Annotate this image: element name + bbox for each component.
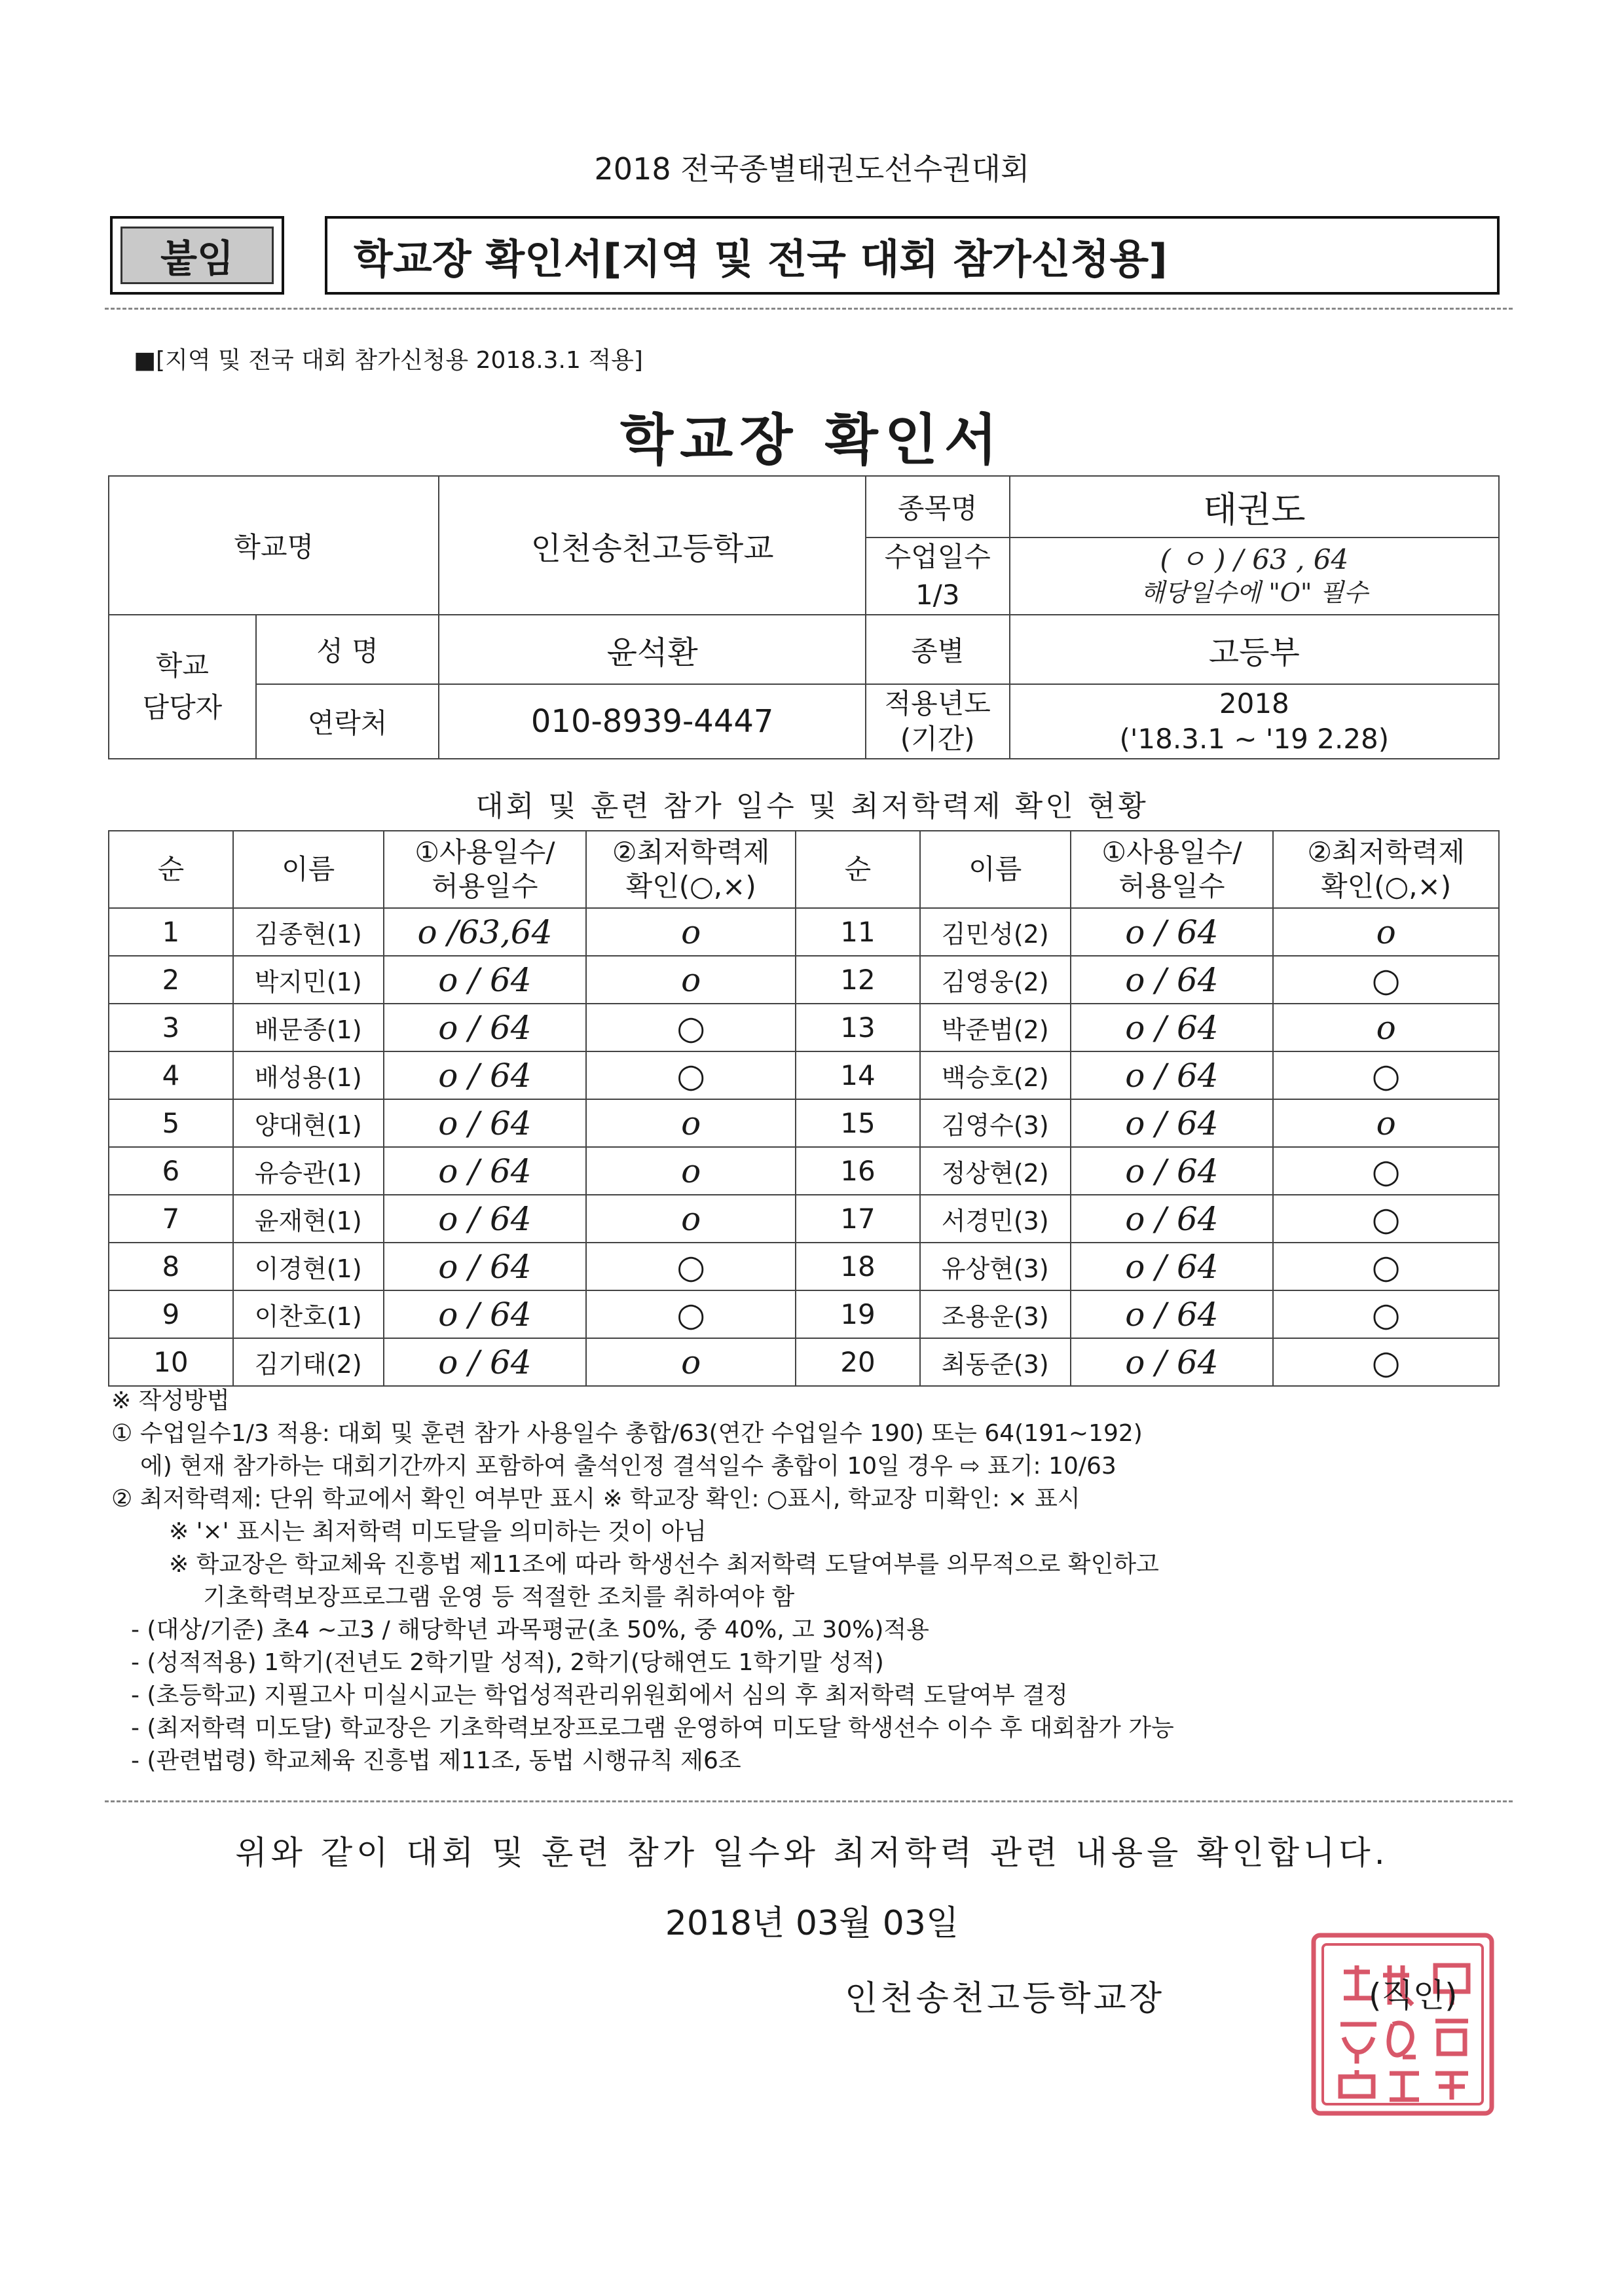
row-no: 7	[109, 1195, 233, 1243]
instruction-line: ※ '×' 표시는 최저학력 미도달을 의미하는 것이 아님	[169, 1518, 707, 1545]
student-name: 김영웅(2)	[920, 956, 1071, 1004]
school-label: 학교명	[109, 476, 439, 615]
header-check-line1: ②최저학력제	[612, 835, 770, 868]
header-usage-right	[1071, 831, 1274, 908]
period-value: ('18.3.1 ~ '19 2.28)	[1119, 723, 1390, 755]
header-check-right	[1273, 831, 1499, 908]
year-label-line1: 적용년도	[884, 687, 991, 720]
division-value: 고등부	[1010, 615, 1499, 684]
achievement-check: ○	[586, 1290, 796, 1338]
name-value: 윤석환	[439, 615, 865, 684]
usage-days: o / 64	[384, 1338, 587, 1386]
staff-label-line2: 담당자	[142, 691, 223, 723]
achievement-check: o	[586, 1195, 796, 1243]
header-check-line2: 확인(○,×)	[1321, 870, 1452, 902]
achievement-check: ○	[586, 1004, 796, 1051]
achievement-check: ○	[1273, 1195, 1499, 1243]
usage-days: o / 64	[1071, 1243, 1274, 1290]
usage-days: o / 64	[1071, 956, 1274, 1004]
official-seal-icon	[1304, 1926, 1501, 2123]
usage-days: o / 64	[1071, 1147, 1274, 1195]
header-name-left: 이름	[233, 831, 384, 908]
usage-days: o / 64	[384, 1195, 587, 1243]
table-row	[109, 1338, 1499, 1386]
year-value-cell	[1010, 684, 1499, 759]
student-name: 최동준(3)	[920, 1338, 1071, 1386]
contact-label: 연락처	[256, 684, 439, 759]
year-label-line2: (기간)	[900, 723, 975, 755]
usage-days: o / 64	[1071, 1051, 1274, 1099]
days-value: ( ㅇ ) / 63 , 64	[1160, 543, 1349, 575]
usage-days: o / 64	[1071, 1338, 1274, 1386]
instruction-line: 기초학력보장프로그램 운영 등 적절한 조치를 취하여야 함	[203, 1584, 795, 1611]
table-row	[109, 1051, 1499, 1099]
table-row	[109, 1243, 1499, 1290]
header-check-line2: 확인(○,×)	[625, 870, 756, 902]
instruction-line: ※ 학교장은 학교체육 진흥법 제11조에 따라 학생선수 최저학력 도달여부를 의무적으로 확인하고	[169, 1551, 1159, 1578]
principal-name: 인천송천고등학교장	[845, 1979, 1165, 2018]
usage-days: o / 64	[384, 1099, 587, 1147]
student-name: 김영수(3)	[920, 1099, 1071, 1147]
student-name: 유상현(3)	[920, 1243, 1071, 1290]
instruction-line: ① 수업일수1/3 적용: 대회 및 훈련 참가 사용일수 총합/63(연간 수업일수 190) 또는 64(191~192)	[111, 1420, 1143, 1447]
achievement-check: o	[586, 1338, 796, 1386]
days-note: 해당일수에 "O" 필수	[1140, 578, 1368, 607]
achievement-check: ○	[586, 1243, 796, 1290]
student-name: 정상현(2)	[920, 1147, 1071, 1195]
name-label: 성 명	[256, 615, 439, 684]
row-no: 10	[109, 1338, 233, 1386]
achievement-check: o	[586, 1147, 796, 1195]
roster-table	[108, 830, 1500, 1387]
row-no: 18	[796, 1243, 920, 1290]
usage-days: o / 64	[1071, 1290, 1274, 1338]
usage-days: o / 64	[384, 1051, 587, 1099]
row-no: 4	[109, 1051, 233, 1099]
division-label: 종별	[866, 615, 1010, 684]
achievement-check: o	[1273, 908, 1499, 956]
student-name: 김기태(2)	[233, 1338, 384, 1386]
days-label-line2: 1/3	[915, 579, 960, 611]
header-usage-line1: ①사용일수/	[1101, 835, 1242, 868]
instruction-line: - (초등학교) 지필고사 미실시교는 학업성적관리위원회에서 심의 후 최저학력 도달여부 결정	[131, 1682, 1068, 1709]
header-check-line1: ②최저학력제	[1307, 835, 1465, 868]
row-no: 3	[109, 1004, 233, 1051]
achievement-check: ○	[586, 1051, 796, 1099]
achievement-check: ○	[1273, 1290, 1499, 1338]
table-row	[109, 956, 1499, 1004]
usage-days: o / 64	[384, 1147, 587, 1195]
form-title: 학교장 확인서[지역 및 전국 대회 참가신청용]	[325, 216, 1500, 295]
instruction-line: - (성적적용) 1학기(전년도 2학기말 성적), 2학기(당해연도 1학기말 성적)	[131, 1649, 884, 1676]
row-no: 2	[109, 956, 233, 1004]
confirmation-text: 위와 같이 대회 및 훈련 참가 일수와 최저학력 관련 내용을 확인합니다.	[235, 1834, 1389, 1872]
student-name: 백승호(2)	[920, 1051, 1071, 1099]
achievement-check: ○	[1273, 1338, 1499, 1386]
student-name: 김민성(2)	[920, 908, 1071, 956]
achievement-check: ○	[1273, 1147, 1499, 1195]
student-name: 김종현(1)	[233, 908, 384, 956]
student-name: 이경현(1)	[233, 1243, 384, 1290]
school-info-table	[108, 475, 1500, 759]
student-name: 배성용(1)	[233, 1051, 384, 1099]
sport-value: 태권도	[1010, 476, 1499, 538]
days-value-cell	[1010, 538, 1499, 615]
usage-days: o / 64	[384, 1243, 587, 1290]
row-no: 13	[796, 1004, 920, 1051]
student-name: 박준범(2)	[920, 1004, 1071, 1051]
student-name: 배문종(1)	[233, 1004, 384, 1051]
row-no: 16	[796, 1147, 920, 1195]
student-name: 유승관(1)	[233, 1147, 384, 1195]
table-row	[109, 1195, 1499, 1243]
achievement-check: o	[586, 908, 796, 956]
student-name: 박지민(1)	[233, 956, 384, 1004]
student-name: 서경민(3)	[920, 1195, 1071, 1243]
row-no: 5	[109, 1099, 233, 1147]
table-row	[109, 1147, 1499, 1195]
usage-days: o / 64	[384, 1004, 587, 1051]
achievement-check: o	[586, 956, 796, 1004]
section-title: 대회 및 훈련 참가 일수 및 최저학력제 확인 현황	[475, 790, 1149, 823]
table-row	[109, 908, 1499, 956]
header-usage-line2: 허용일수	[432, 870, 538, 902]
student-name: 이찬호(1)	[233, 1290, 384, 1338]
school-value: 인천송천고등학교	[439, 476, 865, 615]
row-no: 20	[796, 1338, 920, 1386]
application-note: ■[지역 및 전국 대회 참가신청용 2018.3.1 적용]	[134, 347, 643, 374]
divider	[105, 308, 1513, 310]
issue-date: 2018년 03월 03일	[665, 1904, 959, 1943]
days-label	[866, 538, 1010, 615]
staff-label-line1: 학교	[155, 649, 209, 682]
table-row	[109, 1004, 1499, 1051]
usage-days: o / 64	[1071, 908, 1274, 956]
year-label	[866, 684, 1010, 759]
header-check-left	[586, 831, 796, 908]
instruction-line: - (관련법령) 학교체육 진흥법 제11조, 동법 시행규칙 제6조	[131, 1747, 741, 1774]
usage-days: o / 64	[1071, 1195, 1274, 1243]
header-no-right: 순	[796, 831, 920, 908]
achievement-check: o	[1273, 1099, 1499, 1147]
row-no: 8	[109, 1243, 233, 1290]
instruction-line: 에) 현재 참가하는 대회기간까지 포함하여 출석인정 결석일수 총합이 10일 경우 ⇨ 표기: 10/63	[140, 1453, 1116, 1480]
usage-days: o / 64	[1071, 1099, 1274, 1147]
instruction-line: - (대상/기준) 초4 ~고3 / 해당학년 과목평균(초 50%, 중 40%, 고 30%)적용	[131, 1616, 929, 1643]
usage-days: o / 64	[384, 956, 587, 1004]
staff-label	[109, 615, 256, 759]
row-no: 11	[796, 908, 920, 956]
row-no: 17	[796, 1195, 920, 1243]
row-no: 1	[109, 908, 233, 956]
achievement-check: ○	[1273, 1051, 1499, 1099]
instructions	[111, 1385, 1519, 1777]
achievement-check: ○	[1273, 956, 1499, 1004]
document-title: 학교장 확인서	[619, 408, 1005, 472]
row-no: 19	[796, 1290, 920, 1338]
header-usage-line2: 허용일수	[1118, 870, 1225, 902]
header-name-right: 이름	[920, 831, 1071, 908]
student-name: 양대현(1)	[233, 1099, 384, 1147]
divider	[105, 1800, 1513, 1802]
row-no: 9	[109, 1290, 233, 1338]
event-title: 2018 전국종별태권도선수권대회	[594, 151, 1030, 187]
instruction-line: ② 최저학력제: 단위 학교에서 확인 여부만 표시 ※ 학교장 확인: ○표시, 학교장 미확인: × 표시	[111, 1485, 1080, 1512]
row-no: 15	[796, 1099, 920, 1147]
header-usage-line1: ①사용일수/	[415, 835, 555, 868]
attachment-tag	[110, 216, 284, 295]
sport-label: 종목명	[866, 476, 1010, 538]
row-no: 12	[796, 956, 920, 1004]
contact-value: 010-8939-4447	[439, 684, 865, 759]
row-no: 6	[109, 1147, 233, 1195]
achievement-check: ○	[1273, 1243, 1499, 1290]
student-name: 윤재현(1)	[233, 1195, 384, 1243]
instruction-line: ※ 작성방법	[111, 1387, 230, 1414]
table-row	[109, 1290, 1499, 1338]
instruction-line: - (최저학력 미도달) 학교장은 기초학력보장프로그램 운영하여 미도달 학생선수 이수 후 대회참가 가능	[131, 1715, 1174, 1741]
header-usage-left	[384, 831, 587, 908]
year-value: 2018	[1219, 687, 1289, 720]
student-name: 조용운(3)	[920, 1290, 1071, 1338]
table-row	[109, 1099, 1499, 1147]
row-no: 14	[796, 1051, 920, 1099]
seal-label: (직인)	[1369, 1977, 1458, 2014]
attachment-tag-label: 붙임	[120, 227, 274, 284]
achievement-check: o	[586, 1099, 796, 1147]
days-label-line1: 수업일수	[884, 541, 991, 573]
usage-days: o / 64	[1071, 1004, 1274, 1051]
achievement-check: o	[1273, 1004, 1499, 1051]
usage-days: o /63,64	[384, 908, 587, 956]
usage-days: o / 64	[384, 1290, 587, 1338]
header-no-left: 순	[109, 831, 233, 908]
